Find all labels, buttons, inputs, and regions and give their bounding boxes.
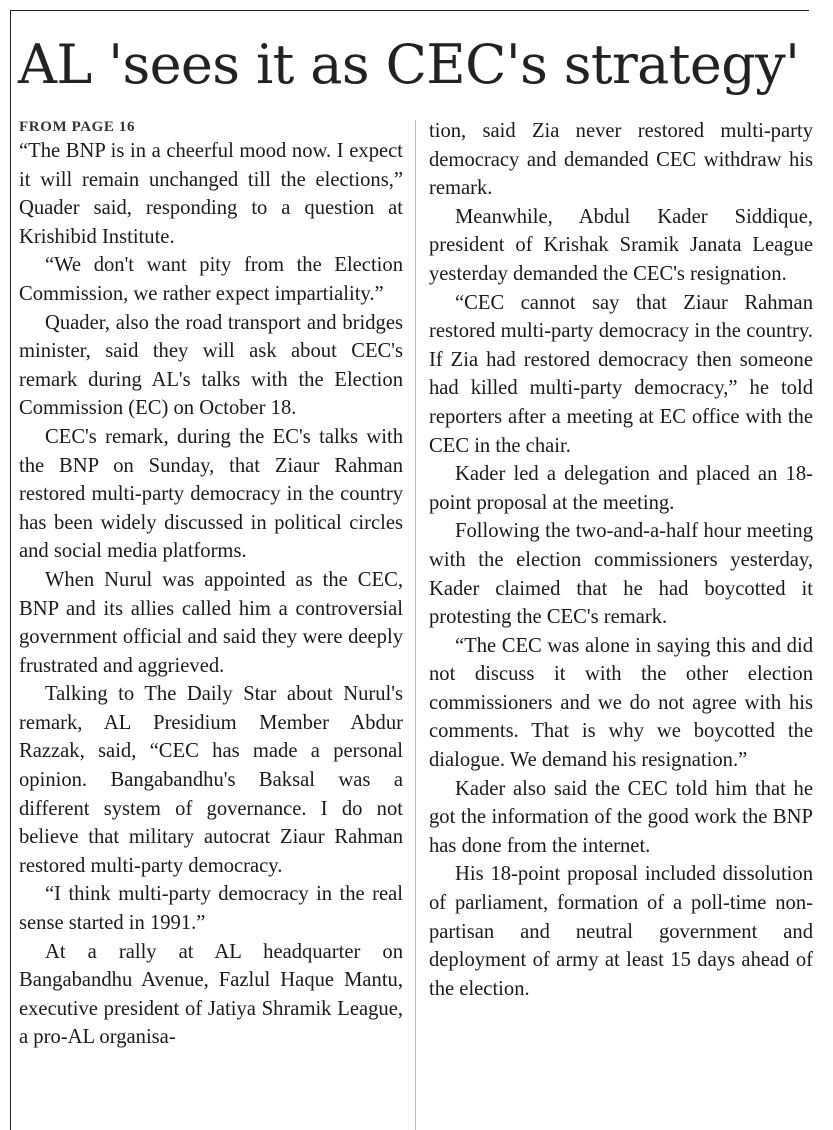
paragraph: Quader, also the road transport and bridges minister, said they will ask about CEC's remark during AL's talks with the Election Commission (EC) on October 18. [19, 311, 403, 420]
column-2 [429, 117, 813, 1003]
paragraph: At a rally at AL headquarter on Bangabandhu Avenue, Fazlul Haque Mantu, executive president of Jatiya Shramik League, a pro-AL organisa- [19, 940, 403, 1049]
paragraph: CEC's remark, during the EC's talks with the BNP on Sunday, that Ziaur Rahman restored multi-party democracy in the country has been widely discussed in political circles and social media platforms. [19, 425, 403, 563]
dateline: FROM PAGE 16 [19, 119, 136, 135]
paragraph: Following the two-and-a-half hour meeting with the election commissioners yesterday, Kader claimed that he had boycotted it protesting the CEC's remark. [429, 520, 813, 629]
top-rule [10, 10, 809, 11]
paragraph: “We don't want pity from the Election Commission, we rather expect impartiality.” [19, 254, 403, 305]
column-1 [19, 117, 403, 1052]
paragraph: “CEC cannot say that Ziaur Rahman restored multi-party democracy in the country. If Zia had restored democracy then someone had killed multi-party democracy,” he told reporters after a meeting at EC office with the CEC in the chair. [429, 291, 813, 457]
left-rule [10, 10, 11, 1130]
paragraph: “I think multi-party democracy in the real sense started in 1991.” [19, 883, 403, 935]
headline: AL 'sees it as CEC's strategy' [18, 33, 800, 96]
paragraph: Kader also said the CEC told him that he got the information of the good work the BNP has done from the internet. [429, 777, 813, 857]
paragraph: “The BNP is in a cheerful mood now. I expect it will remain unchanged till the elections,” Quader said, responding to a question at Krishibid Institute. [19, 140, 403, 248]
column-divider [415, 120, 416, 1130]
paragraph: Talking to The Daily Star about Nurul's remark, AL Presidium Member Abdur Razzak, said, “CEC has made a personal opinion. Bangabandhu's Baksal was a different system of governance. I do not believe that military autocrat Ziaur Rahman restored multi-party democracy. [19, 683, 403, 877]
paragraph: tion, said Zia never restored multi-party democracy and demanded CEC withdraw his remark. [429, 120, 813, 200]
paragraph: Meanwhile, Abdul Kader Siddique, president of Krishak Sramik Janata League yesterday demanded the CEC's resignation. [429, 205, 813, 285]
paragraph: When Nurul was appointed as the CEC, BNP and its allies called him a controversial government official and said they were deeply frustrated and aggrieved. [19, 568, 403, 677]
paragraph: Kader led a delegation and placed an 18-point proposal at the meeting. [429, 463, 813, 514]
paragraph: “The CEC was alone in saying this and did not discuss it with the other election commissioners and we do not agree with his comments. That is why we boycotted the dialogue. We demand his resignation.” [429, 634, 813, 772]
paragraph: His 18-point proposal included dissolution of parliament, formation of a poll-time non-partisan and neutral government and deployment of army at least 15 days ahead of the election. [429, 863, 813, 1000]
